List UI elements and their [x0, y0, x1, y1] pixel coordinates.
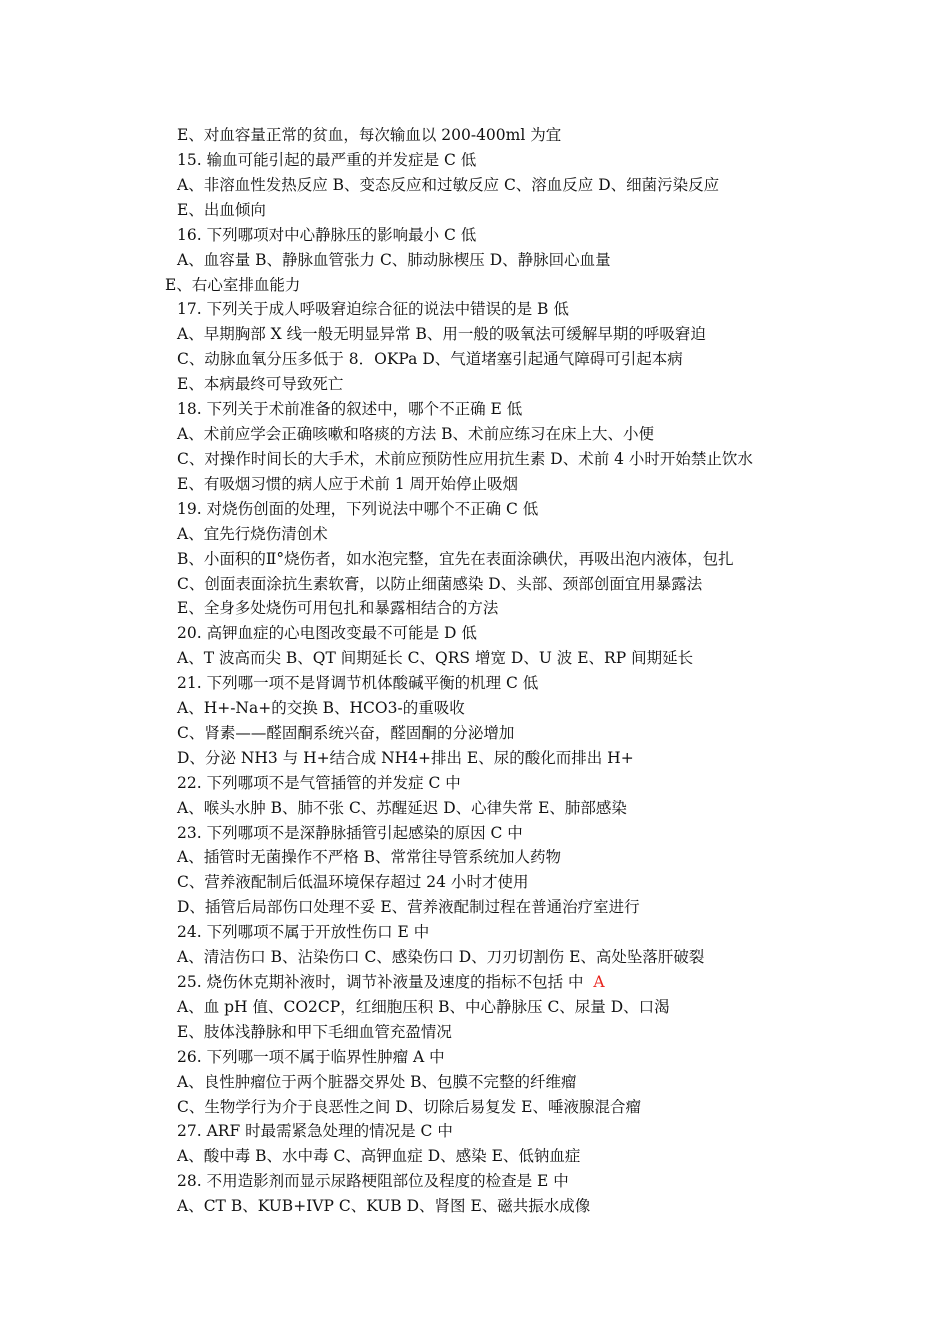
option-line: B、小面积的Ⅱ°烧伤者，如水泡完整，宜先在表面涂碘伏，再吸出泡内液体，包扎: [177, 550, 734, 568]
option-line: A、H+-Na+的交换 B、HCO3-的重吸收: [177, 699, 465, 717]
option-line: C、生物学行为介于良恶性之间 D、切除后易复发 E、唾液腺混合瘤: [177, 1098, 641, 1116]
option-line: C、肾素——醛固酮系统兴奋，醛固酮的分泌增加: [177, 724, 515, 742]
option-line: E、本病最终可导致死亡: [177, 375, 344, 393]
option-line: A、T 波高而尖 B、QT 间期延长 C、QRS 增宽 D、U 波 E、RP 间期延长: [177, 649, 694, 667]
question-25: [177, 972, 605, 992]
option-line: A、术前应学会正确咳嗽和咯痰的方法 B、术前应练习在床上大、小便: [177, 425, 655, 443]
question-27: 27. ARF 时最需紧急处理的情况是 C 中: [177, 1122, 453, 1140]
question-20: 20. 高钾血症的心电图改变最不可能是 D 低: [177, 624, 477, 642]
option-line: A、清洁伤口 B、沾染伤口 C、感染伤口 D、刀刃切割伤 E、高处坠落肝破裂: [177, 948, 705, 966]
option-line: C、对操作时间长的大手术，术前应预防性应用抗生素 D、术前 4 小时开始禁止饮水: [177, 450, 753, 468]
option-line: A、非溶血性发热反应 B、变态反应和过敏反应 C、溶血反应 D、细菌污染反应: [177, 176, 720, 194]
question-22: 22. 下列哪项不是气管插管的并发症 C 中: [177, 774, 461, 792]
option-line: E、出血倾向: [177, 201, 266, 219]
option-line: D、分泌 NH3 与 H+结合成 NH4+排出 E、尿的酸化而排出 H+: [177, 749, 634, 767]
option-line: C、营养液配制后低温环境保存超过 24 小时才使用: [177, 873, 529, 891]
option-line: C、动脉血氧分压多低于 8．OKPa D、气道堵塞引起通气障碍可引起本病: [177, 350, 683, 368]
option-line: A、酸中毒 B、水中毒 C、高钾血症 D、感染 E、低钠血症: [177, 1147, 581, 1165]
question-25-text: 25. 烧伤休克期补液时，调节补液量及速度的指标不包括 中: [177, 973, 584, 991]
option-line: D、插管后局部伤口处理不妥 E、营养液配制过程在普通治疗室进行: [177, 898, 640, 916]
question-24: 24. 下列哪项不属于开放性伤口 E 中: [177, 923, 430, 941]
option-line: A、血容量 B、静脉血管张力 C、肺动脉楔压 D、静脉回心血量: [177, 251, 611, 269]
option-line: E、有吸烟习惯的病人应于术前 1 周开始停止吸烟: [177, 475, 519, 493]
option-line: A、血 pH 值、CO2CP，红细胞压积 B、中心静脉压 C、尿量 D、口渴: [177, 998, 670, 1016]
question-26: 26. 下列哪一项不属于临界性肿瘤 A 中: [177, 1048, 445, 1066]
answer-highlight: A: [593, 973, 605, 991]
option-line: A、喉头水肿 B、肺不张 C、苏醒延迟 D、心律失常 E、肺部感染: [177, 799, 627, 817]
question-15: 15. 输血可能引起的最严重的并发症是 C 低: [177, 151, 477, 169]
option-line: A、插管时无菌操作不严格 B、常常往导管系统加人药物: [177, 848, 562, 866]
option-line: A、CT B、KUB+IVP C、KUB D、肾图 E、磁共振水成像: [177, 1197, 591, 1215]
option-line: A、早期胸部 X 线一般无明显异常 B、用一般的吸氧法可缓解早期的呼吸窘迫: [177, 325, 706, 343]
question-23: 23. 下列哪项不是深静脉插管引起感染的原因 C 中: [177, 824, 523, 842]
question-28: 28. 不用造影剂而显示尿路梗阻部位及程度的检查是 E 中: [177, 1172, 569, 1190]
option-line: A、良性肿瘤位于两个脏器交界处 B、包膜不完整的纤维瘤: [177, 1073, 577, 1091]
option-line: E、全身多处烧伤可用包扎和暴露相结合的方法: [177, 599, 499, 617]
option-line: E、肢体浅静脉和甲下毛细血管充盈情况: [177, 1023, 452, 1041]
option-line: C、创面表面涂抗生素软膏，以防止细菌感染 D、头部、颈部创面宜用暴露法: [177, 575, 703, 593]
question-21: 21. 下列哪一项不是肾调节机体酸碱平衡的机理 C 低: [177, 674, 539, 692]
question-16: 16. 下列哪项对中心静脉压的影响最小 C 低: [177, 226, 477, 244]
option-line: E、右心室排血能力: [165, 276, 301, 294]
question-19: 19. 对烧伤创面的处理，下列说法中哪个不正确 C 低: [177, 500, 539, 518]
option-line: E、对血容量正常的贫血，每次输血以 200-400ml 为宜: [177, 126, 562, 144]
question-17: 17. 下列关于成人呼吸窘迫综合征的说法中错误的是 B 低: [177, 300, 569, 318]
option-line: A、宜先行烧伤清创术: [177, 525, 328, 543]
question-18: 18. 下列关于术前准备的叙述中，哪个不正确 E 低: [177, 400, 523, 418]
